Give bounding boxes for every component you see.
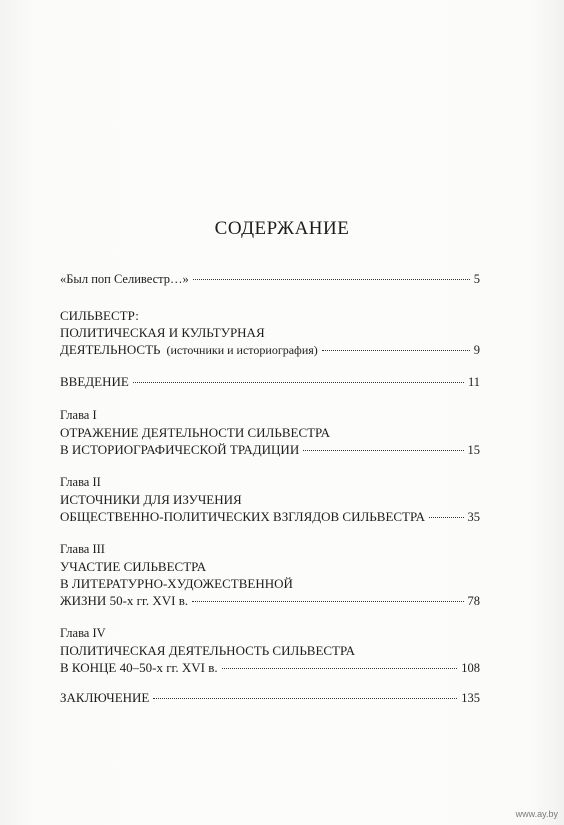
dot-leader [429, 516, 464, 518]
toc-subtitle: (источники и историография) [166, 343, 318, 357]
toc-heading-line: ОТРАЖЕНИЕ ДЕЯТЕЛЬНОСТИ СИЛЬВЕСТРА [60, 425, 331, 440]
toc-entry-conclusion [60, 689, 480, 706]
toc-entry-chapter-1 [60, 407, 480, 458]
toc-entry-line [60, 689, 480, 706]
page-number: 78 [467, 594, 480, 608]
toc-entry-chapter-4 [60, 625, 480, 676]
toc-heading-line: ДЕЯТЕЛЬНОСТЬ [60, 342, 161, 357]
page-number: 15 [467, 443, 480, 457]
toc-entry-introduction [60, 373, 480, 390]
page-number: 35 [467, 510, 480, 524]
watermark: www.ay.by [515, 809, 558, 819]
page-number: 9 [473, 343, 480, 357]
toc-heading-line: В ЛИТЕРАТУРНО-ХУДОЖЕСТВЕННОЙ [60, 576, 293, 591]
toc-entry-line [60, 271, 480, 288]
page-number: 135 [461, 691, 480, 705]
toc-entry-title: «Был поп Селивестр…» [60, 272, 189, 286]
toc-entry-line [60, 592, 480, 609]
toc-heading-line: ОБЩЕСТВЕННО-ПОЛИТИЧЕСКИХ ВЗГЛЯДОВ СИЛЬВЕСТРА [60, 509, 425, 524]
page-number: 5 [473, 272, 480, 286]
chapter-label: Глава I [60, 408, 97, 422]
toc-heading-line: ЖИЗНИ 50-х гг. XVI в. [60, 593, 189, 608]
toc-heading-line: ПОЛИТИЧЕСКАЯ ДЕЯТЕЛЬНОСТЬ СИЛЬВЕСТРА [60, 643, 355, 658]
toc-entry-line [60, 659, 480, 676]
dot-leader [133, 381, 464, 383]
page-number: 108 [461, 661, 480, 675]
toc-entry-chapter-3 [60, 541, 480, 609]
toc-entry-preface [60, 271, 480, 288]
dot-leader [322, 349, 470, 351]
dot-leader [303, 449, 463, 451]
dot-leader [193, 278, 470, 280]
toc-entry-line [60, 441, 480, 458]
dot-leader [192, 600, 463, 602]
toc-entry-title: ВВЕДЕНИЕ [60, 374, 129, 389]
page-number: 11 [467, 375, 480, 389]
dot-leader [222, 667, 458, 669]
toc-entry-title: ЗАКЛЮЧЕНИЕ [60, 690, 150, 705]
toc-heading-line: СИЛЬВЕСТР: [60, 308, 139, 323]
toc-entry-line [60, 341, 480, 358]
toc-heading-line: УЧАСТИЕ СИЛЬВЕСТРА [60, 559, 207, 574]
toc-entry-line [60, 373, 480, 390]
chapter-label: Глава III [60, 542, 105, 556]
toc-heading-line: В КОНЦЕ 40–50-х гг. XVI в. [60, 660, 218, 675]
toc-heading-line: ИСТОЧНИКИ ДЛЯ ИЗУЧЕНИЯ [60, 492, 242, 507]
toc-entry-line [60, 508, 480, 525]
toc-heading-line: В ИСТОРИОГРАФИЧЕСКОЙ ТРАДИЦИИ [60, 442, 300, 457]
toc-entry-chapter-2 [60, 474, 480, 525]
dot-leader [153, 697, 457, 699]
chapter-label: Глава IV [60, 626, 106, 640]
chapter-label: Глава II [60, 475, 101, 489]
page-title: СОДЕРЖАНИЕ [214, 218, 350, 239]
toc-entry-silvestr [60, 307, 480, 358]
toc-heading-line: ПОЛИТИЧЕСКАЯ И КУЛЬТУРНАЯ [60, 325, 265, 340]
